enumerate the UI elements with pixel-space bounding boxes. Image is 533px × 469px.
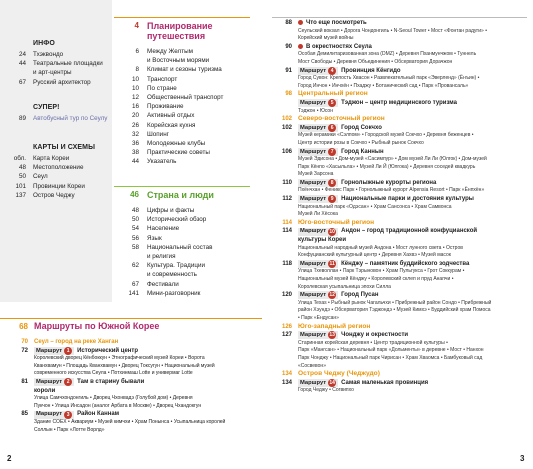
entry-title: Тхэквондо bbox=[33, 51, 64, 58]
sights-text: Парк Кёнпо «Хасыльла» • Музей Ли Й (Юлгока) • Деревня соседей квадкурь bbox=[298, 163, 476, 170]
region-title: Сеул – город на реке Ханган bbox=[34, 339, 119, 345]
sights-text: Пхёнчхан • Феникс Парк • Горнолыжный курорт Alpensia Resort • Парк «Ёнпхён» bbox=[298, 187, 485, 194]
page-ref: 101 bbox=[15, 182, 26, 190]
page-ref: 114 bbox=[282, 228, 292, 235]
region-title: Юго-восточный регион bbox=[298, 218, 375, 226]
sights-text: район Хэундэ • Обсерватория Тэджондэ • Музей Кимхэ • Буддийский храм Помоса bbox=[298, 307, 491, 314]
country-title: Страна и люди bbox=[147, 190, 214, 200]
sights-text: Парк Чонджу • Национальный парк Чирисан • Храм Хваомса • Бамбуковый сад bbox=[298, 354, 483, 361]
entry-title: Мини-разговорник bbox=[147, 289, 201, 297]
route-tag: Маршрут 6 bbox=[298, 124, 338, 132]
country-item bbox=[114, 289, 254, 298]
entry-title: Местоположение bbox=[33, 164, 84, 172]
page-ref: 50 bbox=[18, 173, 26, 181]
planning-heading bbox=[114, 21, 254, 41]
super-list bbox=[7, 114, 107, 123]
route-sights bbox=[0, 363, 262, 371]
route-sights bbox=[0, 419, 262, 427]
sights-text: Сеульский вокзал • Дорога Чондонгиль • N-Seoul Tower • Мост «Фонтан радуги» • bbox=[298, 27, 487, 34]
planning-item bbox=[114, 139, 254, 148]
route-title: короли bbox=[34, 387, 56, 394]
route-sights bbox=[270, 108, 530, 116]
page-ref: 54 bbox=[131, 225, 139, 233]
entry-title: Указатель bbox=[147, 158, 177, 166]
bullet-icon bbox=[298, 44, 303, 49]
route-title: Маршрут 7 Город Каннын bbox=[300, 148, 384, 155]
route-entry bbox=[270, 148, 530, 157]
page-ref: 10 bbox=[131, 84, 139, 92]
sights-text: Соллын • Парк «Лотте Ворлд» bbox=[34, 426, 105, 433]
sights-text: современного искусства Сеула • Потхинмаш Lotte и универмаг Lotte bbox=[34, 370, 193, 377]
route-number-badge: 13 bbox=[329, 332, 335, 339]
map-item bbox=[7, 154, 107, 163]
right-top-rule bbox=[272, 17, 527, 18]
sights-text: Город Сувон: Крепость Хвасон • Развлекательный парк «Эверленд» (Ёнъин) • bbox=[298, 75, 480, 82]
info-item bbox=[7, 78, 107, 87]
route-sights bbox=[270, 171, 530, 179]
maps-header: КАРТЫ И СХЕМЫ bbox=[33, 144, 96, 151]
route-number-badge: 5 bbox=[328, 99, 336, 107]
entry-title: Корейская кухня bbox=[147, 121, 196, 129]
sights-text: Город Чеджу • Согвипхо bbox=[298, 387, 354, 394]
country-item bbox=[114, 243, 254, 252]
routes-page-number: 68 bbox=[19, 321, 28, 331]
route-title: Маршрут 1 Исторический центр bbox=[36, 347, 139, 354]
route-title: Маршрут 13 Чонджу и окрестности bbox=[300, 332, 409, 339]
country-item bbox=[114, 280, 254, 289]
page-ref: 137 bbox=[15, 191, 26, 199]
page-ref: 134 bbox=[281, 379, 292, 386]
route-title: Маршрут 10 Андон – город традиционной конфуцианской bbox=[300, 228, 478, 235]
sights-text: Здание COEX • Аквариум • Музей кимчхи • Храм Понынса • Усыпальница королей bbox=[34, 418, 226, 425]
country-heading bbox=[114, 190, 254, 200]
page-ref: 48 bbox=[131, 207, 139, 214]
route-sights bbox=[270, 315, 530, 323]
map-item bbox=[7, 163, 107, 172]
sights-text: • Парк «Ендусан» bbox=[298, 314, 339, 321]
route-sights bbox=[270, 268, 530, 276]
route-title: Маршрут 5 Тэджон – центр медицинского туризма bbox=[300, 99, 457, 107]
planning-item bbox=[114, 121, 254, 130]
entry-title: Автобусный тур по Сеулу bbox=[33, 115, 108, 122]
page-ref: 44 bbox=[131, 158, 139, 166]
page-ref: 120 bbox=[281, 292, 292, 299]
page-ref: 58 bbox=[131, 243, 139, 251]
country-rule bbox=[114, 186, 250, 187]
route-entry bbox=[270, 291, 530, 300]
entry-title: Активный отдых bbox=[147, 112, 195, 120]
entry-title: Общественный транспорт bbox=[147, 94, 224, 102]
route-tag: Маршрут 2 bbox=[34, 378, 74, 386]
page-ref: 98 bbox=[285, 91, 292, 98]
entry-title: Шопинг bbox=[147, 130, 169, 138]
route-entry bbox=[270, 67, 530, 76]
entry-title: Климат и сезоны туризма bbox=[147, 66, 222, 74]
page-ref: 90 bbox=[285, 43, 292, 50]
page-ref: 16 bbox=[131, 103, 139, 111]
region-heading bbox=[270, 323, 530, 332]
route-tag: Маршрут 7 bbox=[298, 148, 338, 156]
route-entry bbox=[270, 260, 530, 269]
route-sights bbox=[270, 347, 530, 355]
sights-text: Королевская усыпальница эпохи Силла bbox=[298, 283, 391, 290]
map-item bbox=[7, 191, 107, 200]
page-ref: 67 bbox=[131, 280, 139, 288]
map-item bbox=[7, 172, 107, 181]
page-ref: 8 bbox=[135, 66, 139, 74]
route-sights bbox=[270, 284, 530, 292]
bullet-icon bbox=[298, 20, 303, 25]
planning-item bbox=[114, 148, 254, 157]
page-ref: 106 bbox=[281, 148, 292, 155]
route-title: Маршрут 2 Там в старину бывали bbox=[36, 378, 145, 386]
map-item bbox=[7, 182, 107, 191]
route-sights bbox=[270, 51, 530, 59]
entry-title: Национальный состав bbox=[147, 243, 213, 251]
sights-text: Музей Ли Хёсока bbox=[298, 211, 338, 218]
sights-text: Город Инчон • Инчхён • Пхаджу • Ботанический сад • Парк «Провансаль» bbox=[298, 82, 469, 89]
route-entry bbox=[270, 331, 530, 340]
sights-text: Национальный музей Кёнджу • Королевский склеп и пруд Анапчи • bbox=[298, 276, 454, 282]
info-item bbox=[7, 59, 107, 68]
route-tag: Маршрут 11 bbox=[298, 260, 338, 268]
sights-text: Парк «Мангсан» • Национальный парк «Дольменты» в деревне • Мост • Нанхон bbox=[298, 347, 484, 354]
sights-text: Улица Тхеволлан • Парк Тэрыновон • Храм Пульгукса • Грот Соккурам • bbox=[298, 268, 465, 275]
page-ref: 81 bbox=[21, 378, 28, 385]
routes-rule bbox=[0, 318, 262, 319]
planning-title-line2: путешествия bbox=[147, 31, 206, 41]
route-sights bbox=[0, 403, 262, 411]
route-title: Маршрут 3 Район Каннам bbox=[36, 411, 120, 418]
route-tag: Маршрут 4 bbox=[298, 67, 338, 75]
sights-text: Улица Texas • Рыбный рынок Чагальчхи • Прибрежный район Сондо • Прибрежный bbox=[298, 299, 492, 306]
planning-item bbox=[114, 84, 254, 93]
route-sights bbox=[270, 387, 530, 395]
region-title: Юго-западный регион bbox=[298, 322, 371, 330]
entry-title: Транспорт bbox=[147, 75, 178, 83]
page-ref: 12 bbox=[131, 94, 139, 102]
route-number-badge: 3 bbox=[64, 411, 72, 419]
planning-item bbox=[114, 47, 254, 56]
route-number-badge: 14 bbox=[329, 380, 335, 387]
country-item bbox=[114, 252, 254, 261]
page-ref: 118 bbox=[282, 260, 292, 267]
route-sights bbox=[270, 363, 530, 371]
route-sights bbox=[270, 187, 530, 195]
region-heading bbox=[0, 338, 262, 347]
sights-text: Национальный парк «Одэсан» • Храм Сансонса • Храм Самвонса bbox=[298, 203, 452, 210]
planning-item bbox=[114, 56, 254, 65]
toc-entry bbox=[270, 19, 530, 28]
info-list bbox=[7, 50, 107, 87]
page-ref: 88 bbox=[285, 20, 292, 26]
route-number-badge: 9 bbox=[328, 195, 336, 203]
page-ref: 114 bbox=[282, 219, 292, 226]
page-ref: 89 bbox=[18, 115, 26, 122]
sights-text: Музей керамики «Сэлпом» • Городской музей Сокчхо • Деревня беженцев • bbox=[298, 132, 474, 139]
route-sights bbox=[0, 370, 262, 378]
planning-item bbox=[114, 93, 254, 102]
entry-title: Население bbox=[147, 225, 180, 233]
route-entry bbox=[0, 387, 262, 396]
info-block bbox=[7, 40, 107, 87]
entry-title: и арт-центры bbox=[33, 69, 72, 77]
route-entry bbox=[270, 99, 530, 108]
entry-title: По стране bbox=[147, 84, 177, 92]
planning-item bbox=[114, 130, 254, 139]
page-ref: 110 bbox=[282, 179, 292, 186]
planning-item bbox=[114, 75, 254, 84]
route-title: Маршрут 6 Город Сокчхо bbox=[300, 124, 382, 132]
sights-text: Мост Свободы • Деревня Объединения • Обсерватория Дорачжон bbox=[298, 58, 453, 65]
route-entry bbox=[0, 347, 262, 356]
route-title: культуры Кореи bbox=[298, 237, 347, 244]
sights-text: Конфуцианский культурный центр • Деревня Хахвэ • Музей масок bbox=[298, 252, 451, 259]
route-number-badge: 6 bbox=[328, 124, 336, 132]
maps-block bbox=[7, 144, 107, 200]
page-ref: 48 bbox=[18, 164, 26, 172]
page-ref: 6 bbox=[135, 48, 139, 55]
route-title: Маршрут 9 Национальные парки и достояния культуры bbox=[300, 196, 474, 203]
entry-title: Театральные площадки bbox=[33, 60, 103, 68]
sights-text: Корейский музей войны bbox=[298, 35, 354, 42]
planning-item bbox=[114, 157, 254, 166]
page-ref bbox=[114, 252, 147, 261]
page-ref: 24 bbox=[18, 51, 26, 58]
country-page-number: 46 bbox=[130, 190, 139, 199]
entry-title: Проживание bbox=[147, 103, 184, 111]
sights-text: Центр истории розы в Сокчхо • Рыбный рынок Сокчхо bbox=[298, 139, 424, 146]
page-ref: 10 bbox=[131, 75, 139, 83]
page-ref: 62 bbox=[131, 262, 139, 270]
entry-title: и современность bbox=[147, 271, 197, 279]
region-heading bbox=[270, 370, 530, 379]
route-sights bbox=[270, 355, 530, 363]
country-list bbox=[114, 206, 254, 298]
page-ref: 32 bbox=[131, 130, 139, 138]
page-ref: 67 bbox=[18, 78, 26, 86]
right-route-list bbox=[270, 19, 530, 395]
route-sights bbox=[270, 140, 530, 148]
entry-title: Исторический обзор bbox=[147, 216, 207, 224]
country-item bbox=[114, 270, 254, 279]
sights-text: Музей Эдисона • Дом-музей «Сасимпур» • Дом музей Ли Ли (Юлгок) • Дом-музей bbox=[298, 156, 487, 163]
route-sights bbox=[270, 35, 530, 43]
region-title: Остров Чеджу (Чеджудо) bbox=[298, 370, 380, 378]
route-title: Маршрут 14 Самая маленькая провинция bbox=[300, 379, 429, 387]
sights-text: Особая Демилитаризованная зона (DMZ) • Деревня Пханмунчжом • Туннель bbox=[298, 51, 477, 58]
sights-text: Улица Самчхондонгиль • Дворец Чхонвадэ (Голубой дом) • Деревня bbox=[34, 395, 193, 402]
left-route-list bbox=[0, 338, 262, 434]
route-tag: Маршрут 9 bbox=[298, 195, 338, 203]
route-tag: Маршрут 8 bbox=[298, 179, 338, 187]
entry-title: Цифры и факты bbox=[147, 207, 195, 214]
entry-title: Остров Чеджу bbox=[33, 191, 75, 199]
sights-text: «Сосвевон» bbox=[298, 362, 326, 369]
planning-list bbox=[114, 47, 254, 167]
page-ref: 127 bbox=[281, 332, 292, 339]
route-number-badge: 8 bbox=[328, 179, 336, 187]
maps-list bbox=[7, 154, 107, 200]
entry-title: Русский архитектор bbox=[33, 78, 91, 86]
info-header: ИНФО bbox=[33, 40, 55, 47]
route-tag: Маршрут 5 bbox=[298, 99, 338, 107]
page-ref: 102 bbox=[281, 124, 292, 131]
region-heading bbox=[270, 219, 530, 228]
route-entry bbox=[270, 379, 530, 388]
route-sights bbox=[270, 211, 530, 219]
route-entry bbox=[270, 227, 530, 236]
info-item bbox=[7, 68, 107, 77]
route-sights bbox=[270, 59, 530, 67]
page-ref: 50 bbox=[131, 216, 139, 224]
toc-entry bbox=[270, 43, 530, 52]
route-number-badge: 7 bbox=[328, 148, 336, 156]
entry-title: Практические советы bbox=[147, 149, 210, 157]
page-ref: 72 bbox=[21, 347, 28, 354]
page-ref bbox=[114, 270, 147, 279]
route-tag: Маршрут 14 bbox=[298, 379, 338, 387]
planning-item bbox=[114, 65, 254, 74]
page-ref: 38 bbox=[131, 149, 139, 157]
entry-title: Между Желтым bbox=[147, 48, 193, 55]
info-item bbox=[7, 50, 107, 59]
country-item bbox=[114, 261, 254, 270]
region-title: Северо-восточный регион bbox=[298, 115, 385, 123]
page-ref: 134 bbox=[281, 371, 292, 378]
super-block bbox=[7, 104, 107, 123]
country-item bbox=[114, 215, 254, 224]
page-ref: 70 bbox=[21, 339, 28, 345]
route-entry bbox=[0, 410, 262, 419]
route-sights bbox=[0, 355, 262, 363]
route-sights bbox=[270, 75, 530, 83]
route-number-badge: 1 bbox=[64, 347, 72, 355]
super-header: СУПЕР! bbox=[33, 104, 60, 111]
sights-text: Пукчон • Улица Инсадон (аналог Арбата в Москве) • Дворец Чхандокгун bbox=[34, 402, 202, 409]
country-item bbox=[114, 206, 254, 215]
entry-title: Культура. Традиции bbox=[147, 262, 206, 270]
planning-item bbox=[114, 111, 254, 120]
route-title: Маршрут 8 Горнолыжные курорты региона bbox=[300, 179, 437, 187]
route-tag: Маршрут 12 bbox=[298, 291, 338, 299]
country-item bbox=[114, 234, 254, 243]
entry-title: Провинции Кореи bbox=[33, 182, 85, 190]
page-ref: 112 bbox=[282, 196, 292, 203]
route-entry bbox=[270, 236, 530, 245]
route-sights bbox=[270, 252, 530, 260]
route-number-badge: 2 bbox=[64, 378, 72, 386]
route-sights bbox=[270, 156, 530, 164]
page-ref: 126 bbox=[281, 323, 292, 330]
entry-title: и религия bbox=[147, 253, 176, 261]
route-tag: Маршрут 1 bbox=[34, 347, 74, 355]
entry-title: В окрестностях Сеула bbox=[298, 43, 372, 52]
country-section bbox=[114, 190, 254, 298]
page-ref: 56 bbox=[131, 234, 139, 242]
page-ref: 44 bbox=[18, 60, 26, 68]
route-tag: Маршрут 13 bbox=[298, 331, 338, 339]
super-item bbox=[7, 114, 107, 123]
entry-title: Язык bbox=[147, 234, 162, 242]
planning-title-line1: Планирование bbox=[147, 21, 213, 31]
route-title: Маршрут 11 Кёнджу – памятник буддийского зодчества bbox=[300, 260, 470, 268]
page-ref: 102 bbox=[281, 116, 292, 123]
country-item bbox=[114, 224, 254, 233]
route-title: Маршрут 4 Провинция Кёнгидо bbox=[300, 67, 401, 74]
route-number-badge: 12 bbox=[329, 292, 335, 299]
page-ref bbox=[7, 68, 33, 77]
entry-title: Сеул bbox=[33, 173, 48, 181]
planning-item bbox=[114, 102, 254, 111]
route-number-badge: 4 bbox=[328, 67, 336, 75]
planning-page-number: 4 bbox=[134, 21, 139, 30]
sights-text: Старинная корейская деревня • Центр традиционной культуры • bbox=[298, 339, 448, 346]
entry-title: и Восточным морями bbox=[147, 57, 210, 65]
left-page-number: 2 bbox=[7, 454, 12, 463]
route-sights bbox=[0, 427, 262, 435]
entry-title: Молодежные клубы bbox=[147, 140, 206, 148]
region-heading bbox=[270, 115, 530, 124]
sights-text: Тэджон • Юсон bbox=[298, 107, 333, 114]
entry-title: Карта Кореи bbox=[33, 155, 70, 162]
route-number-badge: 11 bbox=[329, 261, 335, 268]
entry-title: Фестивали bbox=[147, 280, 179, 288]
route-sights bbox=[270, 132, 530, 140]
planning-section bbox=[114, 21, 254, 167]
region-heading bbox=[270, 90, 530, 99]
route-sights bbox=[270, 276, 530, 284]
page-ref bbox=[114, 56, 147, 65]
route-tag: Маршрут 10 bbox=[298, 228, 338, 236]
page-ref: 91 bbox=[285, 67, 292, 74]
entry-title: Что еще посмотреть bbox=[298, 19, 367, 28]
page-ref: обл. bbox=[13, 155, 26, 162]
page-ref: 85 bbox=[21, 411, 28, 418]
sights-text: Королевский дворец Кёнбоккун • Этнографический музей Кореи • Ворота bbox=[34, 355, 205, 362]
page-ref: 26 bbox=[131, 121, 139, 129]
sights-text: Музей Зарсона bbox=[298, 171, 334, 178]
region-title: Центральный регион bbox=[298, 90, 368, 98]
page-ref: 141 bbox=[128, 289, 139, 297]
page-ref: 20 bbox=[131, 112, 139, 120]
planning-rule bbox=[114, 17, 250, 18]
route-tag: Маршрут 3 bbox=[34, 411, 74, 419]
sights-text: Кванхвамун • Площадь Кванхвамун • Дворец Токсугун • Национальный музей bbox=[34, 362, 215, 369]
route-number-badge: 10 bbox=[329, 228, 335, 235]
page-ref: 36 bbox=[131, 140, 139, 148]
sights-text: Национальный народный музей Андона • Мост лунного света • Остров bbox=[298, 244, 463, 251]
routes-title: Маршруты по Южной Корее bbox=[34, 321, 160, 331]
route-entry bbox=[270, 195, 530, 204]
route-sights bbox=[0, 395, 262, 403]
routes-heading bbox=[0, 321, 262, 331]
right-page-number: 3 bbox=[520, 454, 525, 463]
route-sights bbox=[270, 307, 530, 315]
route-title: Маршрут 12 Город Пусан bbox=[300, 292, 379, 299]
route-entry bbox=[0, 378, 262, 387]
